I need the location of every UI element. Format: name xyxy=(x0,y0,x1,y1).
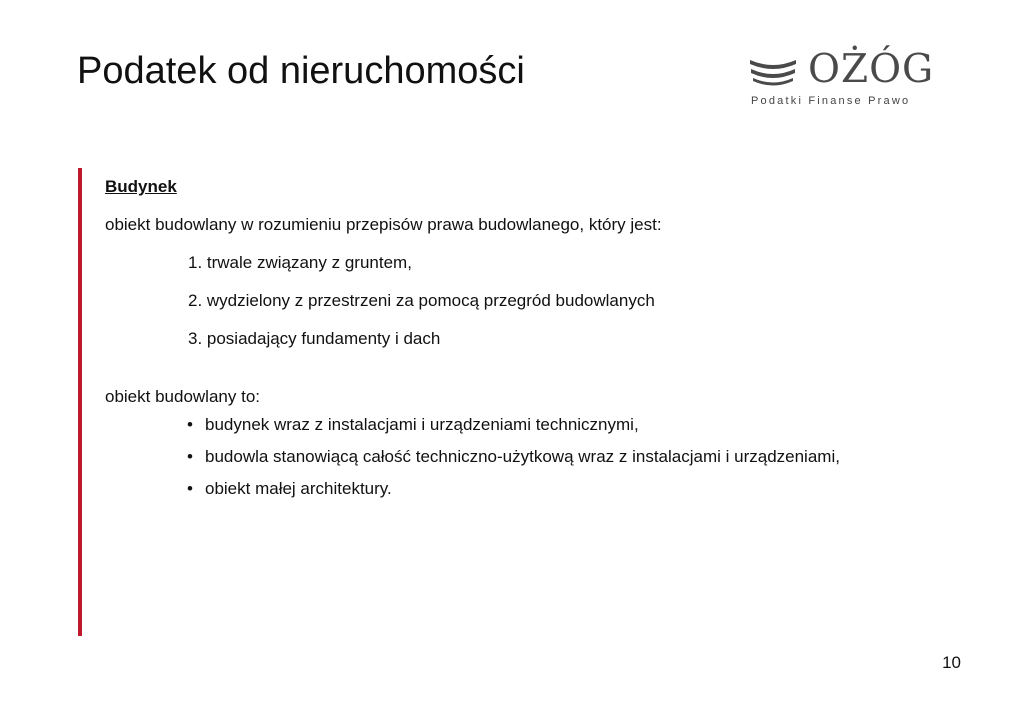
list-item xyxy=(187,414,887,436)
list-item xyxy=(187,446,885,468)
numbered-item: 2. wydzielony z przestrzeni za pomocą przegród budowlanych xyxy=(188,291,655,310)
definition-intro: obiekt budowlany w rozumieniu przepisów prawa budowlanego, który jest: xyxy=(105,215,662,234)
list-item-text: budowla stanowiącą całość techniczno-użytkową wraz z instalacjami i urządzeniami, xyxy=(205,447,840,466)
bullet-icon: • xyxy=(187,479,193,498)
page-number: 10 xyxy=(942,653,961,672)
numbered-item: 1. trwale związany z gruntem, xyxy=(188,253,412,272)
slide-content xyxy=(105,176,905,510)
company-logo xyxy=(748,48,958,110)
section-heading: Budynek xyxy=(105,177,177,196)
accent-bar xyxy=(78,168,82,636)
logo-wordmark: OŻÓG xyxy=(808,47,935,92)
list-item-text: budynek wraz z instalacjami i urządzeniami technicznymi, xyxy=(205,415,639,434)
wave-logo-icon xyxy=(748,54,798,88)
bullet-icon: • xyxy=(187,447,193,466)
list-item xyxy=(187,478,887,500)
bullet-icon: • xyxy=(187,415,193,434)
bullet-list xyxy=(105,414,887,500)
list-item-text: obiekt małej architektury. xyxy=(205,479,392,498)
objects-intro: obiekt budowlany to: xyxy=(105,387,260,406)
slide-title: Podatek od nieruchomości xyxy=(77,50,525,92)
logo-tagline: Podatki Finanse Prawo xyxy=(751,95,911,107)
numbered-item: 3. posiadający fundamenty i dach xyxy=(188,329,441,348)
